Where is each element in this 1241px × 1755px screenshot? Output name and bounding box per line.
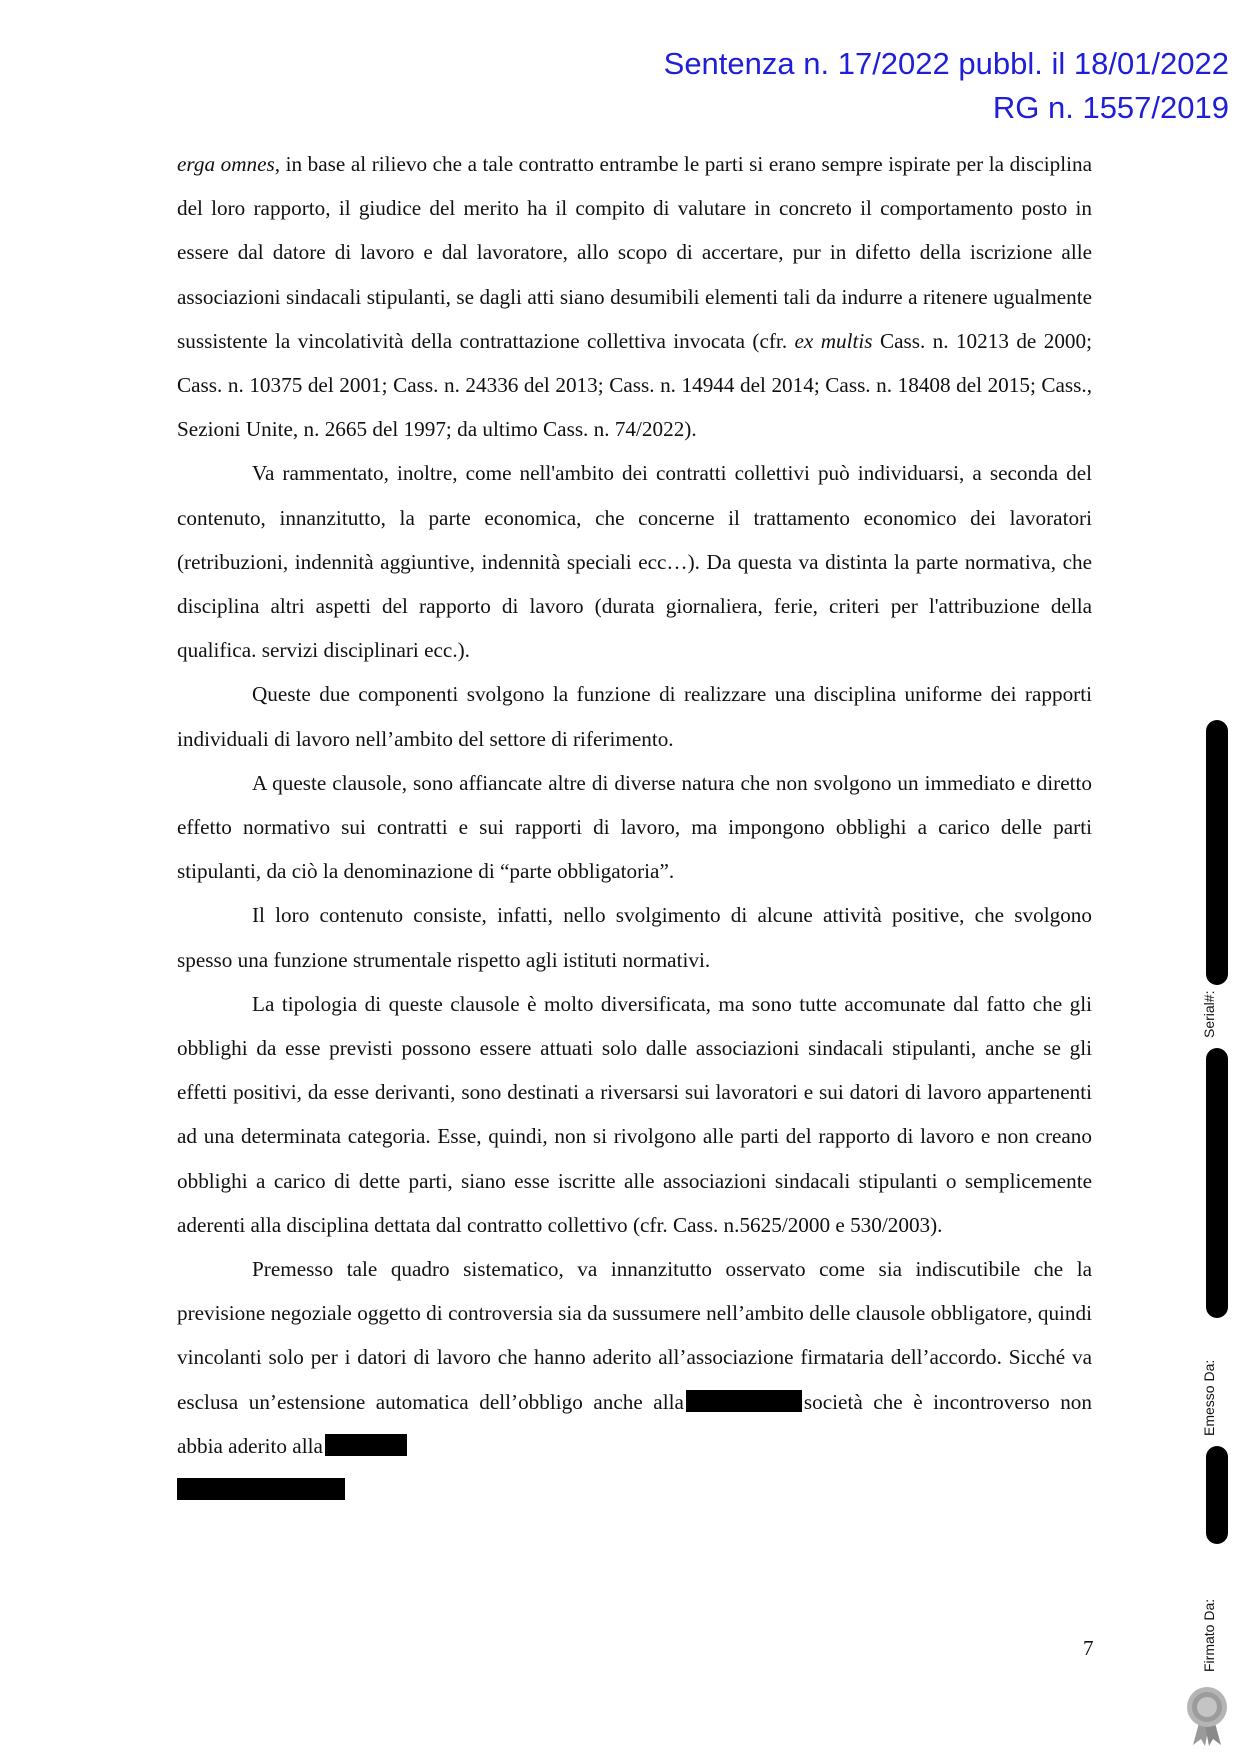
serial-label: Serial#: [1201, 990, 1217, 1038]
signed-by-label: Firmato Da: [1201, 1598, 1217, 1672]
paragraph-3: Queste due componenti svolgono la funzione di realizzare una disciplina uniforme dei rapporti individuali di lavoro nell’ambito del settore di riferimento. [177, 682, 1092, 751]
digital-signature-strip [1196, 720, 1241, 1670]
sentence-stamp [664, 42, 1229, 130]
paragraph-1-text-b: Cass. n. 10213 de 2000; Cass. n. 10375 del 2001; Cass. n. 24336 del 2013; Cass. n. 14944 del 2014; Cass. n. 18408 del 2015; Cass., Sezioni Unite, n. 2665 del 1997; da ultimo Cass. n. 74/2022). [177, 328, 1092, 442]
paragraph-1 [177, 142, 1092, 451]
redaction-bar [1206, 1446, 1228, 1544]
latin-phrase-ex-multis: ex multis [794, 328, 873, 353]
redaction-bar [1206, 720, 1228, 985]
redaction-box [177, 1478, 345, 1500]
paragraph-6: La tipologia di queste clausole è molto diversificata, ma sono tutte accomunate dal fatto che gli obblighi da esse previsti possono essere attuati solo dalle associazioni sindacali stipulanti, anche se gli effetti positivi, da esse derivanti, sono destinati a riversarsi sui lavoratori e sui datori di lavoro appartenenti ad una determinata categoria. Esse, quindi, non si rivolgono alle parti del rapporto di lavoro e non creano obblighi a carico di dette parti, siano esse iscritte alle associazioni sindacali stipulanti o semplicemente aderenti alla disciplina dettata dal contratto collettivo (cfr. Cass. n.5625/2000 e 530/2003). [177, 991, 1092, 1237]
issued-by-label: Emesso Da: [1201, 1359, 1217, 1436]
paragraph-1-text-a: , in base al rilievo che a tale contratto entrambe le parti si erano sempre ispirate per la disciplina del loro rapporto, il giudice del merito ha il compito di valutare in concreto il comportamento posto in essere dal datore di lavoro e dal lavoratore, allo scopo di accertare, pur in difetto della iscrizione alle associazioni sindacali stipulanti, se dagli atti siano desumibili elementi tali da indurre a ritenere ugualmente sussistente la vincolatività della contrattazione collettiva invocata (cfr. [177, 152, 1092, 353]
redaction-box [325, 1434, 407, 1456]
redaction-bar [1206, 1048, 1228, 1318]
paragraph-2: Va rammentato, inoltre, come nell'ambito dei contratti collettivi può individuarsi, a seconda del contenuto, innanzitutto, la parte economica, che concerne il trattamento economico dei lavoratori (retribuzioni, indennità aggiuntive, indennità speciali ecc…). Da questa va distinta la parte normativa, che disciplina altri aspetti del rapporto di lavoro (durata giornaliera, ferie, criteri per l'attribuzione della qualifica. servizi disciplinari ecc.). [177, 461, 1092, 663]
case-number: RG n. 1557/2019 [992, 90, 1229, 125]
paragraph-4: A queste clausole, sono affiancate altre di diverse natura che non svolgono un immediato e diretto effetto normativo sui contratti e sui rapporti di lavoro, ma impongono obblighi a carico delle parti stipulanti, da ciò la denominazione di “parte obbligatoria”. [177, 770, 1092, 884]
seal-icon [1183, 1685, 1231, 1747]
page-number: 7 [1083, 1636, 1094, 1660]
paragraph-5: Il loro contenuto consiste, infatti, nello svolgimento di alcune attività positive, che svolgono spesso una funzione strumentale rispetto agli istituti normativi. [177, 903, 1092, 972]
redaction-box [686, 1390, 802, 1412]
paragraph-7 [177, 1247, 1092, 1512]
document-body [177, 142, 1092, 1512]
sentence-number: Sentenza n. 17/2022 pubbl. il 18/01/2022 [663, 46, 1229, 81]
latin-phrase-erga-omnes: erga omnes [177, 152, 275, 176]
paragraph-7-text-b: società che è incontroverso non abbia aderito alla [177, 1389, 1092, 1458]
paragraph-7-text-a: Premesso tale quadro sistematico, va innanzitutto osservato come sia indiscutibile che la previsione negoziale oggetto di controversia sia da sussumere nell’ambito delle clausole obbligatore, quindi vincolanti solo per i datori di lavoro che hanno aderito all’associazione firmataria dell’accordo. Sicché va esclusa un’estensione automatica dell’obbligo anche alla [177, 1257, 1092, 1414]
